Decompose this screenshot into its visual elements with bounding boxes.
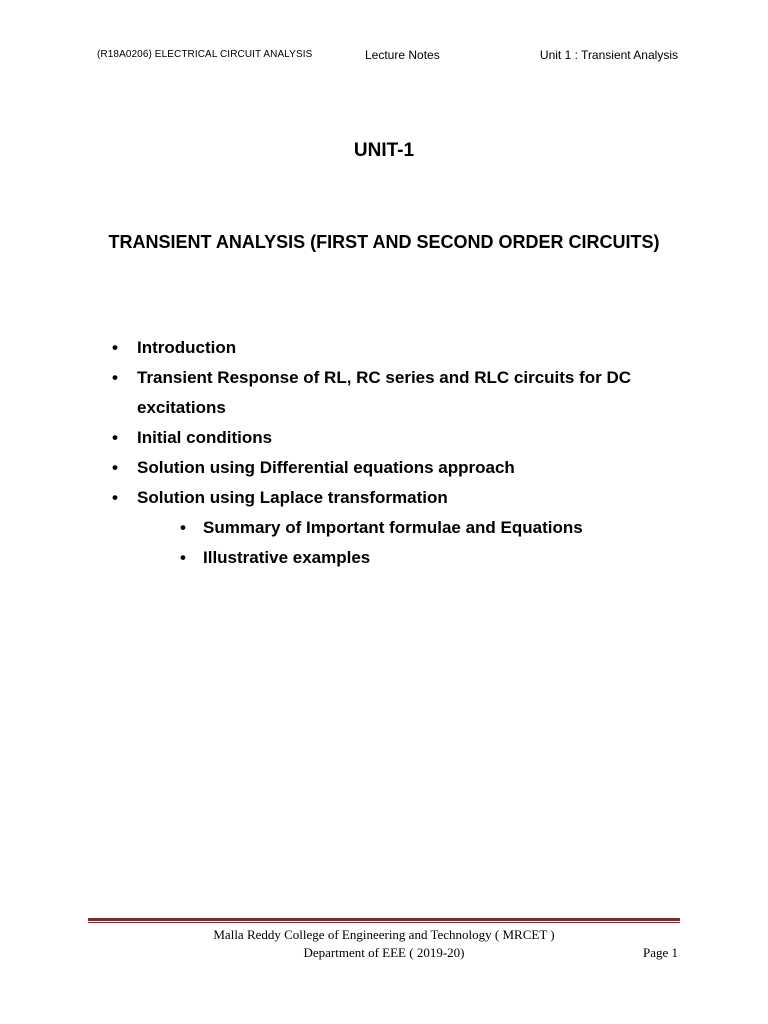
- footer-divider-thin: [88, 922, 680, 923]
- footer-department: Department of EEE ( 2019-20): [303, 945, 465, 960]
- bullet-icon: •: [112, 368, 118, 387]
- subtopic-item-examples: [0, 543, 723, 573]
- bullet-icon: •: [112, 428, 118, 447]
- unit-title: UNIT-1: [353, 140, 415, 161]
- bullet-icon: •: [180, 518, 186, 537]
- topic-item-introduction: [0, 333, 657, 363]
- bullet-icon: •: [180, 548, 186, 567]
- topic-label: Initial conditions: [137, 428, 273, 447]
- header-course-code: (R18A0206) ELECTRICAL CIRCUIT ANALYSIS: [97, 49, 313, 60]
- topic-label: Introduction: [137, 338, 237, 357]
- header-unit: Unit 1 : Transient Analysis: [539, 48, 678, 62]
- topic-item-laplace: [0, 483, 657, 513]
- topic-label: Transient Response of RL, RC series and RLC circuits for DC excitations: [137, 368, 632, 417]
- bullet-icon: •: [112, 458, 118, 477]
- main-title: TRANSIENT ANALYSIS (FIRST AND SECOND ORDER CIRCUITS): [108, 232, 660, 252]
- header-doc-type: Lecture Notes: [365, 48, 440, 62]
- topic-item-transient-response: [0, 363, 657, 423]
- footer-college: Malla Reddy College of Engineering and Technology ( MRCET ): [213, 927, 555, 942]
- topic-label: Solution using Differential equations approach: [137, 458, 515, 477]
- footer-divider: [88, 918, 680, 924]
- topic-list: [0, 333, 768, 573]
- footer-divider-thick: [88, 918, 680, 921]
- bullet-icon: •: [112, 338, 118, 357]
- topic-item-initial-conditions: [0, 423, 657, 453]
- topic-label: Solution using Laplace transformation: [137, 488, 448, 507]
- subtopic-item-summary: [0, 513, 723, 543]
- topic-item-differential-equations: [0, 453, 657, 483]
- footer-page-number: Page 1: [642, 945, 678, 960]
- bullet-icon: •: [112, 488, 118, 507]
- subtopic-label: Illustrative examples: [203, 548, 371, 567]
- subtopic-label: Summary of Important formulae and Equations: [203, 518, 583, 537]
